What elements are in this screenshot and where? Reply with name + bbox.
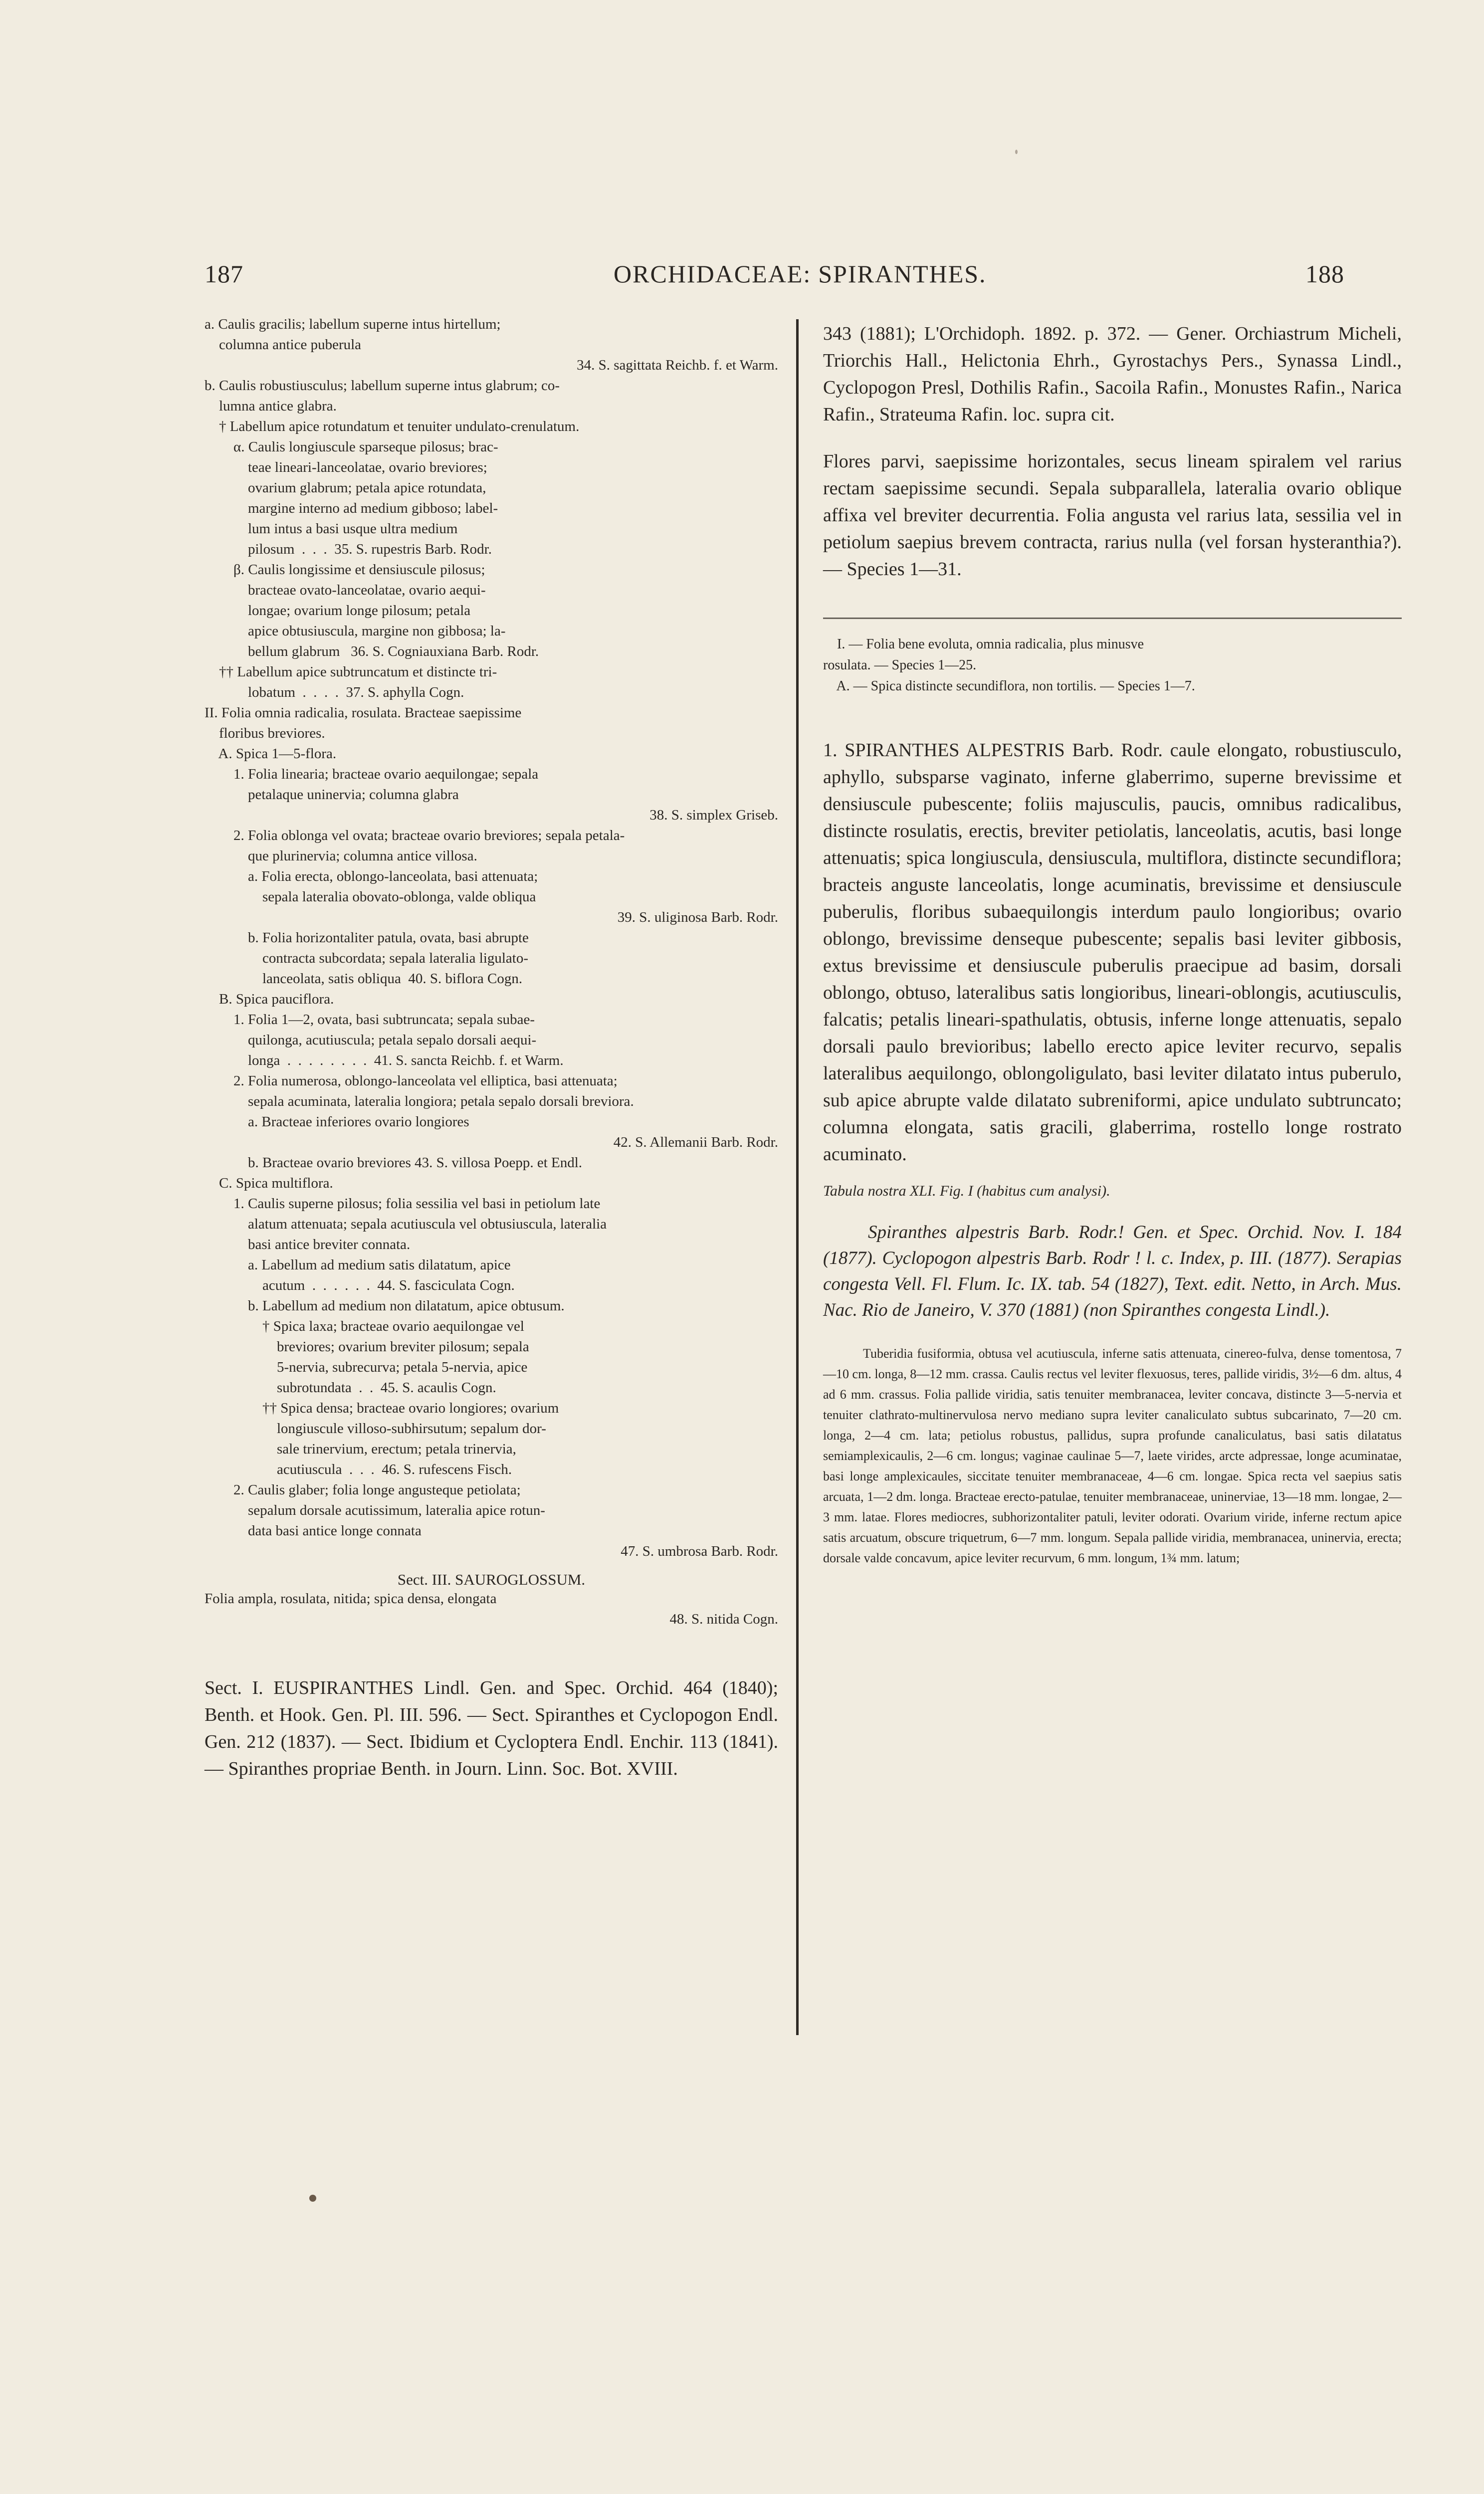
- key-line: margine interno ad medium gibboso; label-: [205, 500, 498, 516]
- key-line: b. Labellum ad medium non dilatatum, apice obtusum.: [205, 1298, 565, 1314]
- key-line: bellum glabrum 36. S. Cogniauxiana Barb. Rodr.: [205, 643, 539, 659]
- key-line: bracteae ovato-lanceolatae, ovario aequi-: [205, 582, 486, 598]
- species-description: Tuberidia fusiformia, obtusa vel acutiuscula, inferne satis attenuata, cinereo-fulva, dense tomentosa, 7—10 cm. longa, 8—12 mm. crassa. Caulis rectus vel leviter flexuosus, teres, pallide viridis, 3½—6 dm. altus, 4 ad 6 mm. crassus. Folia pallide viridia, satis tenuiter membranacea, leviter concava, distincte 3—5-nervia et tenuiter clathrato-multinervulosa nervo mediano supra leviter canaliculato subtus subcarinato, 7—20 cm. longa, 2—4 cm. lata; petiolus robustus, pallidus, supra profunde canaliculatus, basi satis dilatatus semiamplexicaulis, 2—6 cm. longus; vaginae caulinae 5—7, laete virides, arcte adpressae, longe acuminatae, basi longe amplexicaules, siccitate tenuiter membranaceae, 4—6 cm. longae. Spica recta vel saepius satis arcuata, 1—2 dm. longa. Bracteae erecto-patulae, tenuiter membranaceae, uninerviae, 13—18 mm. longae, 2—3 mm. latae. Flores mediocres, subhorizontaliter patuli, leviter odorati. Ovarium viride, inferne rectum apice satis arcuatum, obscure triquetrum, 6—7 mm. longum. Sepala pallide viridia, membranacea, uninervia, erecta; dorsale valde concavum, apice leviter recurvum, 6 mm. longum, 1¾ mm. latum;: [823, 1346, 1402, 1565]
- key-line: lumna antice glabra.: [205, 398, 337, 414]
- key-line: a. Caulis gracilis; labellum superne intus hirtellum;: [205, 316, 501, 332]
- key-line: 2. Folia numerosa, oblongo-lanceolata vel elliptica, basi attenuata;: [205, 1073, 618, 1089]
- plate-reference: Tabula nostra XLI. Fig. I (habitus cum analysi).: [823, 1183, 1110, 1199]
- key-line: † Labellum apice rotundatum et tenuiter undulato-crenulatum.: [205, 418, 580, 434]
- section-heading-sauroglossum: Sect. III. SAUROGLOSSUM.: [397, 1571, 586, 1588]
- key-line: 2. Folia oblonga vel ovata; bracteae ovario breviores; sepala petala-: [205, 828, 625, 843]
- synonym-genera-paragraph: 343 (1881); L'Orchidoph. 1892. p. 372. — Gener. Orchiastrum Micheli, Triorchis Hall., Helictonia Ehrh., Gyrostachys Pers., Synassa Lindl., Cyclopogon Presl, Dothilis Rafin., Sacoila Rafin., Monustes Rafin., Narica Rafin., Strateuma Rafin. loc. supra cit.: [823, 323, 1402, 425]
- key-line: A. Spica 1—5-flora.: [205, 746, 337, 762]
- key-line: a. Folia erecta, oblongo-lanceolata, basi attenuata;: [205, 868, 538, 884]
- species-synonyms: Spiranthes alpestris Barb. Rodr.! Gen. et Spec. Orchid. Nov. I. 184 (1877). Cyclopogon alpestris Barb. Rodr ! l. c. Index, p. III. (1877). Serapias congesta Vell. Fl. Flum. Ic. IX. tab. 54 (1827), Text. edit. Netto, in Arch. Mus. Nac. Rio de Janeiro, V. 370 (1881) (non Spiranthes congesta Lindl.).: [823, 1222, 1402, 1320]
- key-line: †† Labellum apice subtruncatum et distincte tri-: [205, 664, 497, 680]
- key-line: longae; ovarium longe pilosum; petala: [205, 603, 471, 619]
- key-line: quilonga, acutiuscula; petala sepalo dorsali aequi-: [205, 1032, 537, 1048]
- key-line: β. Caulis longissime et densiuscule pilosus;: [205, 562, 485, 578]
- page-number-left: 187: [205, 260, 243, 288]
- key-line: †† Spica densa; bracteae ovario longiores; ovarium: [205, 1400, 559, 1416]
- key-line: Folia ampla, rosulata, nitida; spica densa, elongata: [205, 1591, 497, 1607]
- page-number-right: 188: [1305, 260, 1344, 288]
- key-line: breviores; ovarium breviter pilosum; sepala: [205, 1339, 529, 1355]
- key-line: ovarium glabrum; petala apice rotundata,: [205, 480, 486, 496]
- key-line: b. Caulis robustiusculus; labellum superne intus glabrum; co-: [205, 378, 560, 394]
- section-description-paragraph: Flores parvi, saepissime horizontales, secus lineam spiralem vel rarius rectam saepissime secundi. Sepala subparallela, lateralia ovario oblique affixa vel breviter decurrentia. Folia angusta vel rarius lata, sessilia vel in petiolum saepius brevem contracta, rarius nulla (vel forsan hysteranthia?). — Species 1—31.: [823, 451, 1402, 580]
- key-line: a. Labellum ad medium satis dilatatum, apice: [205, 1257, 511, 1273]
- key-line: lanceolata, satis obliqua 40. S. biflora Cogn.: [205, 971, 523, 987]
- key-line: floribus breviores.: [205, 725, 325, 741]
- key-line: 2. Caulis glaber; folia longe angusteque petiolata;: [205, 1482, 521, 1498]
- key-line: columna antice puberula: [205, 337, 362, 353]
- key-line: B. Spica pauciflora.: [205, 991, 334, 1007]
- key-line: que plurinervia; columna antice villosa.: [205, 848, 477, 864]
- key-line: b. Folia horizontaliter patula, ovata, basi abrupte: [205, 930, 529, 946]
- key-line: C. Spica multiflora.: [205, 1175, 333, 1191]
- page-header: [0, 259, 1484, 299]
- species-key: [205, 314, 778, 1562]
- key-line: alatum attenuata; sepala acutiuscula vel obtusiuscula, lateralia: [205, 1216, 607, 1232]
- running-title-genus: SPIRANTHES.: [818, 260, 987, 288]
- key-line: I. — Folia bene evoluta, omnia radicalia, plus minusve: [823, 636, 1144, 652]
- key-species-entry: 39. S. uliginosa Barb. Rodr.: [617, 909, 778, 925]
- key-line: rosulata. — Species 1—25.: [823, 657, 977, 673]
- key-line: sepala acuminata, lateralia longiora; petala sepalo dorsali breviora.: [205, 1093, 634, 1109]
- key-line: α. Caulis longiuscule sparseque pilosus; brac-: [205, 439, 498, 455]
- ink-spot: [309, 2195, 316, 2202]
- key-line: b. Bracteae ovario breviores 43. S. villosa Poepp. et Endl.: [205, 1155, 583, 1171]
- key-line: 5-nervia, subrecurva; petala 5-nervia, apice: [205, 1359, 528, 1375]
- key-line: 1. Folia 1—2, ovata, basi subtruncata; sepala subae-: [205, 1012, 535, 1028]
- key-line: contracta subcordata; sepala lateralia ligulato-: [205, 950, 529, 966]
- key-line: 1. Caulis superne pilosus; folia sessilia vel basi in petiolum late: [205, 1196, 601, 1212]
- key-line: longiuscule villoso-subhirsutum; sepalum dor-: [205, 1421, 546, 1437]
- species-diagnosis-paragraph: 1. SPIRANTHES ALPESTRIS Barb. Rodr. caule elongato, robustiusculo, aphyllo, subsparse vaginato, inferne glaberrimo, superne brevissime et densiuscule pubescente; foliis majusculis, paucis, omnibus radicalibus, distincte rosulatis, erectis, breviter petiolatis, lanceolatis, acutis, basi longe attenuatis; spica longiuscula, densiuscula, multiflora, distincte secundiflora; bracteis anguste lanceolatis, longe acuminatis, brevissime et densiuscule puberulis, floribus subaequilongis interdum paulo longioribus; ovario oblongo, brevissime denseque pubescente; sepalis basi leviter gibbosis, extus brevissime et densiuscule puberulis praecipue ad basim, dorsali oblongo, obtuso, lateralibus satis longioribus, lineari-oblongis, acutiusculis, falcatis; petalis lineari-spathulatis, obtusis, inferne longe attenuatis, sepalo dorsali paulo brevioribus; labello erecto apice leviter recurvo, sepalis lateralibus aequilongo, oblongoligulato, basi leviter dilatato intus puberulo, sub apice abrupte valde dilatato subreniformi, apice undulato subtruncato; columna elongata, satis gracili, glaberrima, rostello longe rostrato acuminato.: [823, 740, 1402, 1165]
- key-species-entry: 47. S. umbrosa Barb. Rodr.: [621, 1543, 778, 1559]
- key-line: sale trinervium, erectum; petala trinervia,: [205, 1441, 516, 1457]
- section-divider: [823, 618, 1402, 619]
- paper-mark: [1015, 150, 1018, 154]
- key-species-entry: 34. S. sagittata Reichb. f. et Warm.: [577, 357, 778, 373]
- key-line: sepalum dorsale acutissimum, lateralia apice rotun-: [205, 1502, 545, 1518]
- key-line: subrotundata . . 45. S. acaulis Cogn.: [205, 1380, 496, 1396]
- key-line: a. Bracteae inferiores ovario longiores: [205, 1114, 469, 1130]
- left-column: [205, 314, 778, 1801]
- key-line: lobatum . . . . 37. S. aphylla Cogn.: [205, 684, 464, 700]
- key-line: teae lineari-lanceolatae, ovario breviores;: [205, 459, 487, 475]
- column-divider-rule: [796, 319, 799, 2035]
- key-species-entry: 48. S. nitida Cogn.: [669, 1611, 778, 1627]
- key-line: basi antice breviter connata.: [205, 1237, 411, 1252]
- key-line: apice obtusiuscula, margine non gibbosa; la-: [205, 623, 506, 639]
- right-column: [823, 314, 1402, 1568]
- key-species-entry: 42. S. Allemanii Barb. Rodr.: [613, 1134, 778, 1150]
- key-line: data basi antice longe connata: [205, 1523, 422, 1539]
- key-line: II. Folia omnia radicalia, rosulata. Bracteae saepissime: [205, 705, 522, 721]
- key-line: lum intus a basi usque ultra medium: [205, 521, 458, 537]
- subsection-key: [823, 634, 1402, 697]
- key-line: pilosum . . . 35. S. rupestris Barb. Rodr.: [205, 541, 492, 557]
- key-line: sepala lateralia obovato-oblonga, valde obliqua: [205, 889, 536, 905]
- key-species-entry: 38. S. simplex Griseb.: [649, 807, 778, 823]
- key-line: acutum . . . . . . 44. S. fasciculata Cogn.: [205, 1277, 515, 1293]
- running-title: [614, 259, 987, 288]
- section-euspiranthes-text: Sect. I. EUSPIRANTHES Lindl. Gen. and Spec. Orchid. 464 (1840); Benth. et Hook. Gen. Pl. III. 596. — Sect. Spiranthes et Cyclopogon Endl. Gen. 212 (1837). — Sect. Ibidium et Cycloptera Endl. Enchir. 113 (1841). — Spiranthes propriae Benth. in Journ. Linn. Soc. Bot. XVIII.: [205, 1677, 778, 1779]
- key-line: A. — Spica distincte secundiflora, non tortilis. — Species 1—7.: [823, 678, 1195, 694]
- key-line: petalaque uninervia; columna glabra: [205, 787, 459, 803]
- key-line: † Spica laxa; bracteae ovario aequilongae vel: [205, 1318, 524, 1334]
- key-line: acutiuscula . . . 46. S. rufescens Fisch.: [205, 1461, 512, 1477]
- running-title-family: ORCHIDACEAE:: [614, 260, 812, 288]
- key-line: longa . . . . . . . . 41. S. sancta Reichb. f. et Warm.: [205, 1052, 564, 1068]
- key-line: 1. Folia linearia; bracteae ovario aequilongae; sepala: [205, 766, 539, 782]
